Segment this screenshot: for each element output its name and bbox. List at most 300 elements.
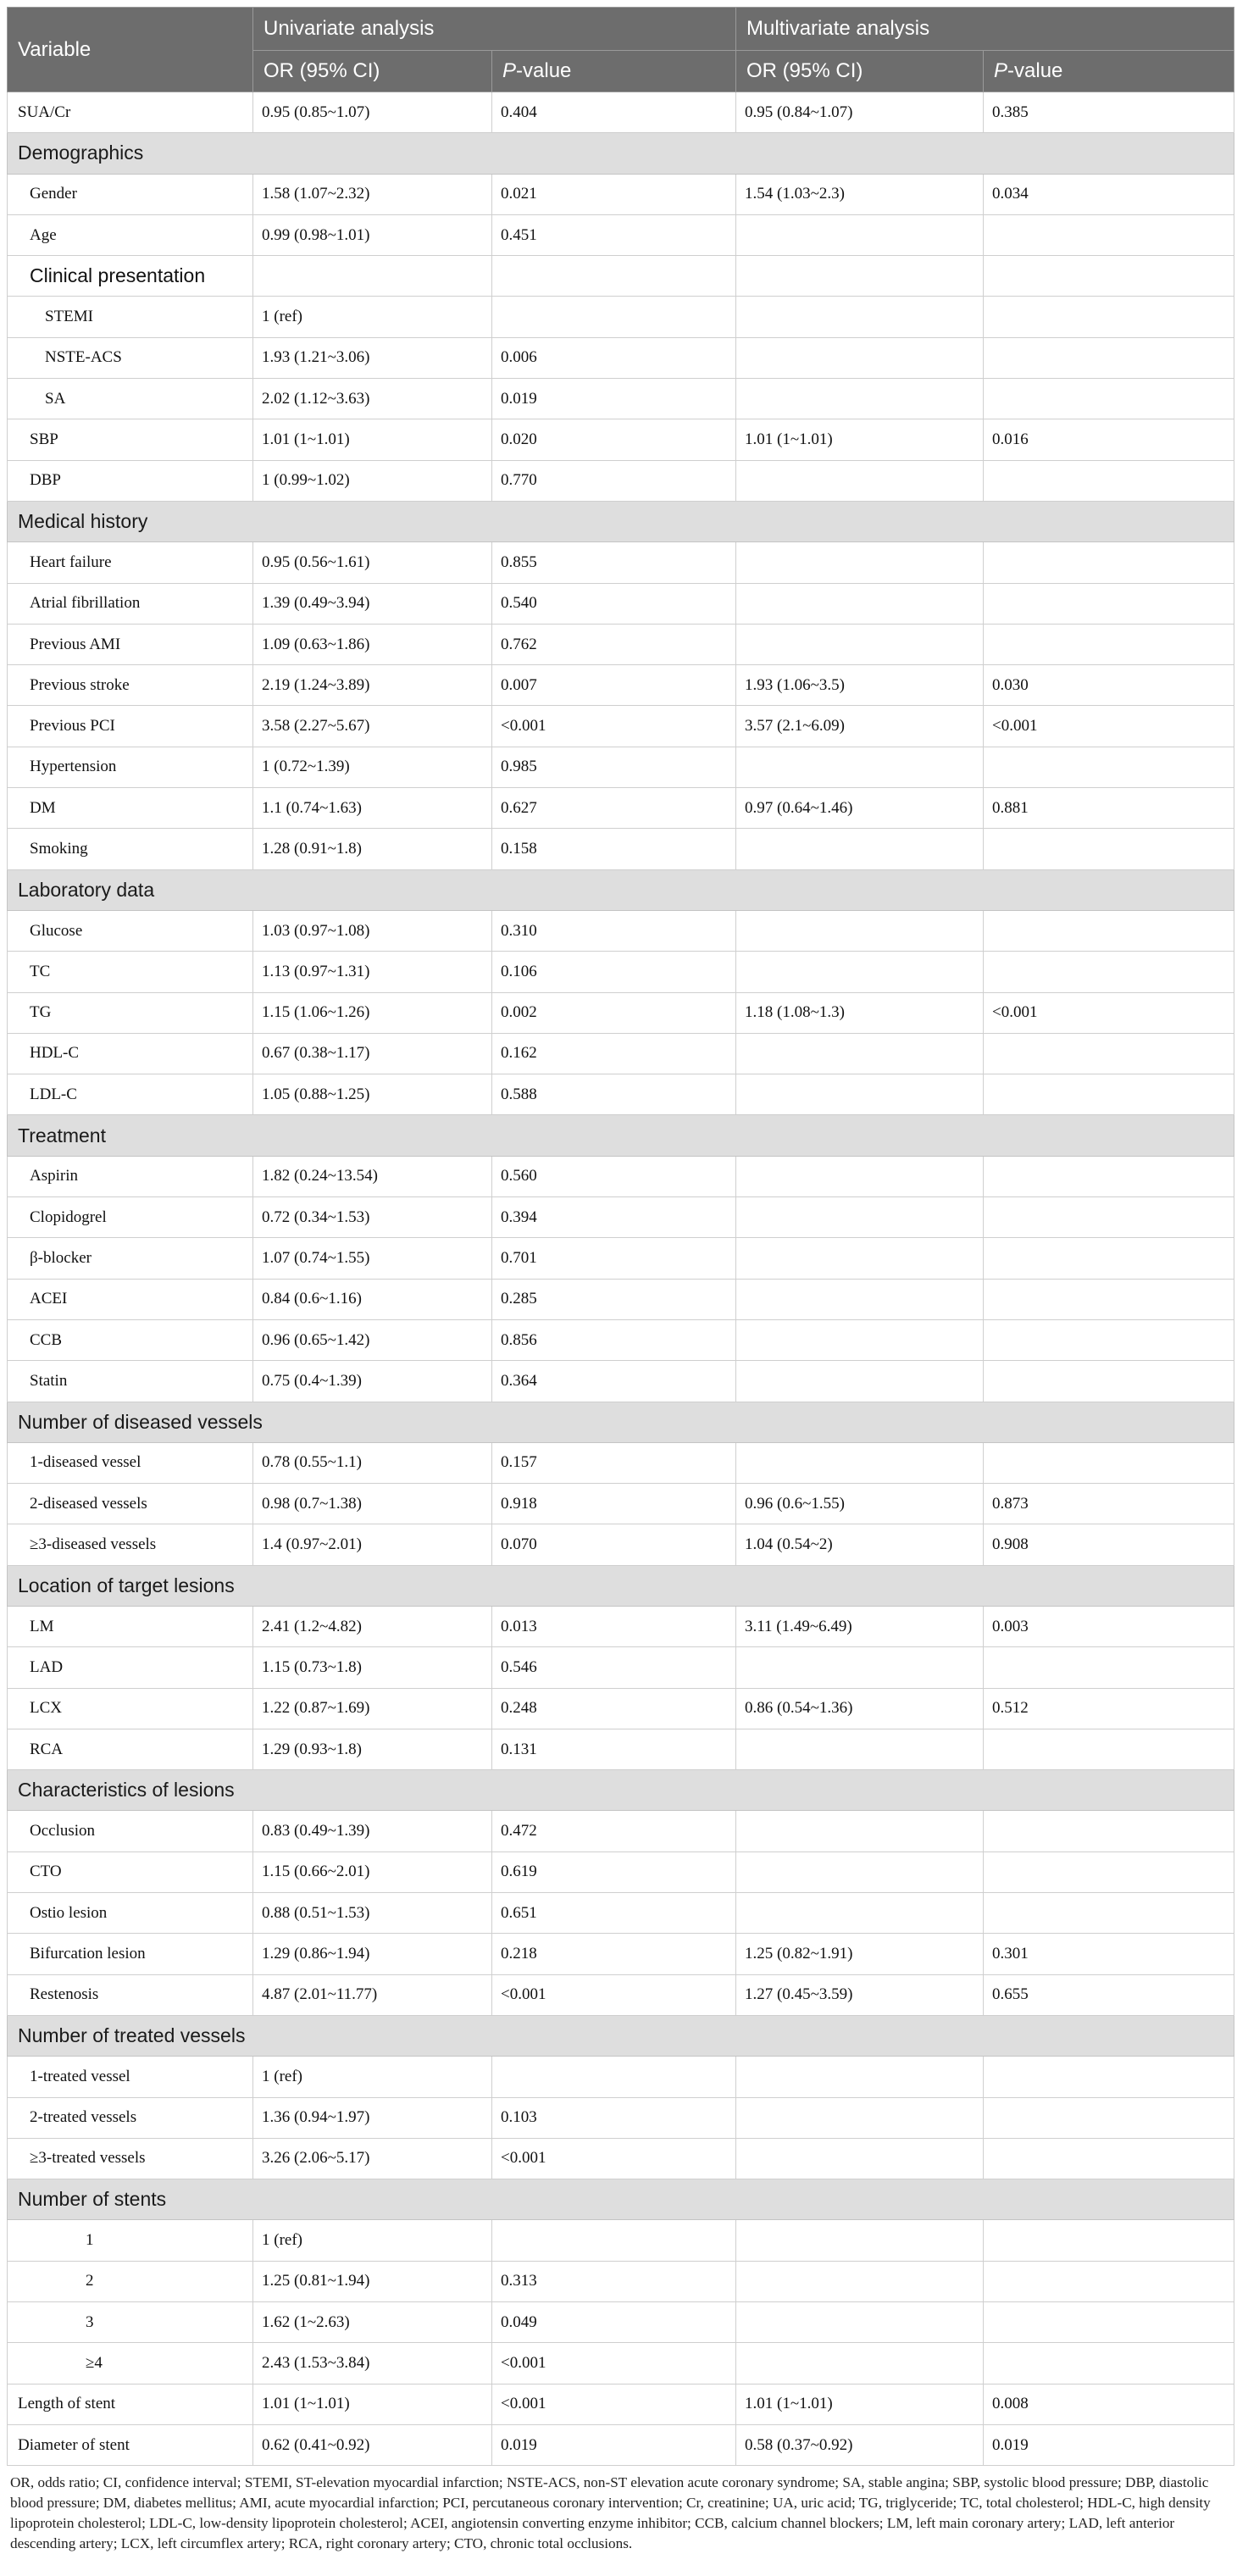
table-row bbox=[8, 1279, 1234, 1319]
multivariate-p-cell: 0.873 bbox=[984, 1484, 1234, 1524]
table-row bbox=[8, 747, 1234, 787]
variable-cell: Statin bbox=[8, 1361, 253, 1402]
variable-cell: SA bbox=[8, 379, 253, 419]
multivariate-p-cell: 0.016 bbox=[984, 419, 1234, 460]
univariate-p-cell: 0.131 bbox=[492, 1729, 736, 1769]
variable-cell: CTO bbox=[8, 1852, 253, 1892]
section-label: Demographics bbox=[8, 133, 1234, 174]
table-row bbox=[8, 214, 1234, 255]
table-footnote: OR, odds ratio; CI, confidence interval; STEMI, ST-elevation myocardial infarction; NSTE-ACS, non-ST elevation acute coronary syndrome; SA, stable angina; SBP, systolic blood pressure; DBP, diastolic blood pressure; DM, diabetes mellitus; AMI, acute myocardial infarction; PCI, percutaneous coronary intervention; Cr, creatinine; UA, uric acid; TG, triglyceride; TC, total cholesterol; HDL-C, high density lipoprotein cholesterol; LDL-C, low-density lipoprotein cholesterol; ACEI, angiotensin converting enzyme inhibitor; CCB, calcium channel blockers; LM, left main coronary artery; LAD, left anterior descending artery; LCX, left circumflex artery; RCA, right coronary artery; CTO, chronic total occlusions. bbox=[10, 2474, 1211, 2552]
table-row bbox=[8, 1319, 1234, 1360]
variable-cell: Ostio lesion bbox=[8, 1893, 253, 1934]
univariate-or-cell: 0.78 (0.55~1.1) bbox=[253, 1442, 492, 1483]
univariate-p-cell: 0.162 bbox=[492, 1033, 736, 1074]
multivariate-p-cell: <0.001 bbox=[984, 992, 1234, 1033]
multivariate-or-cell: 1.25 (0.82~1.91) bbox=[736, 1934, 984, 1974]
table-row bbox=[8, 1361, 1234, 1402]
multivariate-p-cell bbox=[984, 1729, 1234, 1769]
multivariate-p-cell bbox=[984, 2057, 1234, 2097]
table-row bbox=[8, 1074, 1234, 1115]
table-row bbox=[8, 1647, 1234, 1688]
table-header bbox=[8, 8, 1234, 92]
univariate-or-cell: 0.83 (0.49~1.39) bbox=[253, 1811, 492, 1852]
variable-cell: RCA bbox=[8, 1729, 253, 1769]
univariate-p-cell: 0.248 bbox=[492, 1688, 736, 1729]
multivariate-or-cell bbox=[736, 2302, 984, 2343]
table-row bbox=[8, 1033, 1234, 1074]
table-row bbox=[8, 910, 1234, 951]
univariate-p-cell: 0.540 bbox=[492, 583, 736, 624]
p-italic: P bbox=[502, 59, 517, 82]
table-row bbox=[8, 419, 1234, 460]
table-row bbox=[8, 829, 1234, 869]
univariate-p-cell: 0.002 bbox=[492, 992, 736, 1033]
univariate-or-cell: 1.01 (1~1.01) bbox=[253, 419, 492, 460]
section-row bbox=[8, 1770, 1234, 1811]
table-row bbox=[8, 1974, 1234, 2015]
header-univariate: Univariate analysis bbox=[253, 8, 736, 51]
p-suffix: -value bbox=[1007, 59, 1063, 82]
variable-cell: Occlusion bbox=[8, 1811, 253, 1852]
table-row bbox=[8, 1688, 1234, 1729]
variable-cell: LAD bbox=[8, 1647, 253, 1688]
univariate-p-cell: 0.855 bbox=[492, 542, 736, 583]
multivariate-or-cell bbox=[736, 829, 984, 869]
multivariate-or-cell bbox=[736, 460, 984, 501]
multivariate-or-cell: 1.54 (1.03~2.3) bbox=[736, 174, 984, 214]
variable-cell: NSTE-ACS bbox=[8, 337, 253, 378]
multivariate-or-cell bbox=[736, 1811, 984, 1852]
multivariate-or-cell bbox=[736, 1197, 984, 1238]
univariate-p-cell: <0.001 bbox=[492, 2384, 736, 2424]
univariate-or-cell: 1 (0.72~1.39) bbox=[253, 747, 492, 787]
multivariate-p-cell: 0.385 bbox=[984, 92, 1234, 133]
multivariate-or-cell: 0.58 (0.37~0.92) bbox=[736, 2424, 984, 2465]
table-row bbox=[8, 2220, 1234, 2261]
table-row bbox=[8, 1524, 1234, 1565]
multivariate-or-cell bbox=[736, 1361, 984, 1402]
univariate-p-cell: <0.001 bbox=[492, 2343, 736, 2384]
multivariate-or-cell: 1.18 (1.08~1.3) bbox=[736, 992, 984, 1033]
multivariate-p-cell: 0.512 bbox=[984, 1688, 1234, 1729]
table-row bbox=[8, 1811, 1234, 1852]
multivariate-p-cell bbox=[984, 2220, 1234, 2261]
variable-cell: Atrial fibrillation bbox=[8, 583, 253, 624]
multivariate-p-cell bbox=[984, 2261, 1234, 2301]
table-row bbox=[8, 2097, 1234, 2138]
table-row bbox=[8, 2424, 1234, 2465]
subsection-row bbox=[8, 256, 1234, 297]
variable-cell: LDL-C bbox=[8, 1074, 253, 1115]
multivariate-p-cell bbox=[984, 2302, 1234, 2343]
variable-cell: ≥3-diseased vessels bbox=[8, 1524, 253, 1565]
regression-table bbox=[7, 7, 1234, 2466]
table-row bbox=[8, 2261, 1234, 2301]
multivariate-or-cell: 3.11 (1.49~6.49) bbox=[736, 1606, 984, 1646]
univariate-or-cell: 1.25 (0.81~1.94) bbox=[253, 2261, 492, 2301]
multivariate-p-cell bbox=[984, 256, 1234, 297]
multivariate-or-cell: 1.27 (0.45~3.59) bbox=[736, 1974, 984, 2015]
univariate-p-cell: 0.103 bbox=[492, 2097, 736, 2138]
table-row bbox=[8, 174, 1234, 214]
header-univariate-p bbox=[492, 51, 736, 92]
variable-cell: SUA/Cr bbox=[8, 92, 253, 133]
multivariate-p-cell: 0.908 bbox=[984, 1524, 1234, 1565]
variable-cell: LCX bbox=[8, 1688, 253, 1729]
multivariate-or-cell bbox=[736, 256, 984, 297]
variable-cell: SBP bbox=[8, 419, 253, 460]
table-row bbox=[8, 1893, 1234, 1934]
table-row bbox=[8, 2138, 1234, 2179]
multivariate-or-cell bbox=[736, 1442, 984, 1483]
table-row bbox=[8, 542, 1234, 583]
multivariate-p-cell bbox=[984, 1442, 1234, 1483]
variable-cell: CCB bbox=[8, 1319, 253, 1360]
multivariate-or-cell: 0.97 (0.64~1.46) bbox=[736, 788, 984, 829]
univariate-or-cell: 1.4 (0.97~2.01) bbox=[253, 1524, 492, 1565]
univariate-or-cell: 1.58 (1.07~2.32) bbox=[253, 174, 492, 214]
univariate-p-cell bbox=[492, 2057, 736, 2097]
multivariate-or-cell: 0.96 (0.6~1.55) bbox=[736, 1484, 984, 1524]
multivariate-p-cell: 0.301 bbox=[984, 1934, 1234, 1974]
variable-cell: DM bbox=[8, 788, 253, 829]
univariate-p-cell bbox=[492, 297, 736, 337]
variable-cell: 1-treated vessel bbox=[8, 2057, 253, 2097]
variable-cell: Clopidogrel bbox=[8, 1197, 253, 1238]
variable-cell: Previous PCI bbox=[8, 706, 253, 747]
univariate-or-cell: 1.29 (0.86~1.94) bbox=[253, 1934, 492, 1974]
multivariate-or-cell bbox=[736, 214, 984, 255]
table-row bbox=[8, 992, 1234, 1033]
univariate-or-cell: 1 (ref) bbox=[253, 297, 492, 337]
multivariate-p-cell bbox=[984, 747, 1234, 787]
variable-cell: 1-diseased vessel bbox=[8, 1442, 253, 1483]
univariate-or-cell: 0.84 (0.6~1.16) bbox=[253, 1279, 492, 1319]
univariate-p-cell: 0.701 bbox=[492, 1238, 736, 1279]
univariate-or-cell: 0.88 (0.51~1.53) bbox=[253, 1893, 492, 1934]
variable-cell: Clinical presentation bbox=[8, 256, 253, 297]
multivariate-or-cell bbox=[736, 1647, 984, 1688]
variable-cell: Hypertension bbox=[8, 747, 253, 787]
univariate-p-cell: 0.394 bbox=[492, 1197, 736, 1238]
univariate-p-cell bbox=[492, 256, 736, 297]
variable-cell: Aspirin bbox=[8, 1156, 253, 1196]
table-row bbox=[8, 1442, 1234, 1483]
multivariate-or-cell: 1.01 (1~1.01) bbox=[736, 419, 984, 460]
section-row bbox=[8, 133, 1234, 174]
univariate-or-cell: 1.15 (0.66~2.01) bbox=[253, 1852, 492, 1892]
variable-cell: HDL-C bbox=[8, 1033, 253, 1074]
univariate-or-cell: 4.87 (2.01~11.77) bbox=[253, 1974, 492, 2015]
multivariate-p-cell bbox=[984, 2097, 1234, 2138]
univariate-or-cell bbox=[253, 256, 492, 297]
multivariate-or-cell bbox=[736, 1074, 984, 1115]
section-label: Characteristics of lesions bbox=[8, 1770, 1234, 1811]
section-label: Number of treated vessels bbox=[8, 2015, 1234, 2056]
multivariate-or-cell bbox=[736, 379, 984, 419]
multivariate-p-cell: <0.001 bbox=[984, 706, 1234, 747]
section-row bbox=[8, 1115, 1234, 1156]
multivariate-or-cell bbox=[736, 2057, 984, 2097]
table-row bbox=[8, 297, 1234, 337]
multivariate-p-cell bbox=[984, 1197, 1234, 1238]
univariate-or-cell: 0.95 (0.85~1.07) bbox=[253, 92, 492, 133]
univariate-p-cell: <0.001 bbox=[492, 2138, 736, 2179]
section-row bbox=[8, 869, 1234, 910]
section-label: Number of diseased vessels bbox=[8, 1402, 1234, 1442]
multivariate-p-cell bbox=[984, 1647, 1234, 1688]
univariate-p-cell: 0.285 bbox=[492, 1279, 736, 1319]
univariate-or-cell: 1.28 (0.91~1.8) bbox=[253, 829, 492, 869]
multivariate-or-cell bbox=[736, 583, 984, 624]
variable-cell: Restenosis bbox=[8, 1974, 253, 2015]
variable-cell: 2 bbox=[8, 2261, 253, 2301]
multivariate-p-cell bbox=[984, 542, 1234, 583]
table-row bbox=[8, 1606, 1234, 1646]
univariate-p-cell: 0.472 bbox=[492, 1811, 736, 1852]
section-label: Laboratory data bbox=[8, 869, 1234, 910]
multivariate-p-cell bbox=[984, 1811, 1234, 1852]
variable-cell: 2-diseased vessels bbox=[8, 1484, 253, 1524]
section-row bbox=[8, 2015, 1234, 2056]
multivariate-p-cell bbox=[984, 337, 1234, 378]
table-row bbox=[8, 1238, 1234, 1279]
variable-cell: Gender bbox=[8, 174, 253, 214]
multivariate-or-cell bbox=[736, 952, 984, 992]
table-row bbox=[8, 1852, 1234, 1892]
multivariate-or-cell bbox=[736, 1033, 984, 1074]
univariate-p-cell: <0.001 bbox=[492, 706, 736, 747]
univariate-or-cell: 0.67 (0.38~1.17) bbox=[253, 1033, 492, 1074]
univariate-p-cell: 0.546 bbox=[492, 1647, 736, 1688]
univariate-p-cell: 0.020 bbox=[492, 419, 736, 460]
multivariate-or-cell bbox=[736, 1729, 984, 1769]
section-row bbox=[8, 2179, 1234, 2220]
multivariate-p-cell bbox=[984, 1361, 1234, 1402]
univariate-p-cell: 0.106 bbox=[492, 952, 736, 992]
variable-cell: 1 bbox=[8, 2220, 253, 2261]
univariate-p-cell: 0.019 bbox=[492, 2424, 736, 2465]
univariate-or-cell: 2.02 (1.12~3.63) bbox=[253, 379, 492, 419]
multivariate-or-cell bbox=[736, 1156, 984, 1196]
univariate-p-cell: 0.313 bbox=[492, 2261, 736, 2301]
multivariate-p-cell bbox=[984, 1319, 1234, 1360]
section-row bbox=[8, 1402, 1234, 1442]
univariate-or-cell: 0.62 (0.41~0.92) bbox=[253, 2424, 492, 2465]
variable-cell: β-blocker bbox=[8, 1238, 253, 1279]
multivariate-p-cell bbox=[984, 829, 1234, 869]
table-row bbox=[8, 1729, 1234, 1769]
table-row bbox=[8, 2384, 1234, 2424]
table-row bbox=[8, 2057, 1234, 2097]
variable-cell: LM bbox=[8, 1606, 253, 1646]
multivariate-or-cell bbox=[736, 1319, 984, 1360]
multivariate-p-cell: 0.019 bbox=[984, 2424, 1234, 2465]
variable-cell: DBP bbox=[8, 460, 253, 501]
multivariate-p-cell: 0.030 bbox=[984, 665, 1234, 706]
multivariate-or-cell bbox=[736, 910, 984, 951]
variable-cell: Previous stroke bbox=[8, 665, 253, 706]
multivariate-or-cell: 0.86 (0.54~1.36) bbox=[736, 1688, 984, 1729]
univariate-or-cell: 1 (ref) bbox=[253, 2220, 492, 2261]
univariate-or-cell: 1.01 (1~1.01) bbox=[253, 2384, 492, 2424]
multivariate-or-cell bbox=[736, 1893, 984, 1934]
section-label: Number of stents bbox=[8, 2179, 1234, 2220]
table-row bbox=[8, 337, 1234, 378]
table-row bbox=[8, 460, 1234, 501]
univariate-or-cell: 0.99 (0.98~1.01) bbox=[253, 214, 492, 255]
univariate-or-cell: 1.22 (0.87~1.69) bbox=[253, 1688, 492, 1729]
multivariate-or-cell bbox=[736, 2261, 984, 2301]
multivariate-or-cell bbox=[736, 297, 984, 337]
multivariate-or-cell bbox=[736, 1852, 984, 1892]
table-row bbox=[8, 2302, 1234, 2343]
univariate-p-cell: 0.019 bbox=[492, 379, 736, 419]
table-row bbox=[8, 952, 1234, 992]
univariate-or-cell: 0.95 (0.56~1.61) bbox=[253, 542, 492, 583]
table-row bbox=[8, 788, 1234, 829]
univariate-p-cell: 0.013 bbox=[492, 1606, 736, 1646]
table-body bbox=[8, 92, 1234, 2466]
table-row bbox=[8, 1197, 1234, 1238]
multivariate-or-cell bbox=[736, 2343, 984, 2384]
multivariate-or-cell bbox=[736, 337, 984, 378]
univariate-or-cell: 0.98 (0.7~1.38) bbox=[253, 1484, 492, 1524]
univariate-p-cell: 0.918 bbox=[492, 1484, 736, 1524]
univariate-p-cell: 0.021 bbox=[492, 174, 736, 214]
table-row bbox=[8, 92, 1234, 133]
univariate-or-cell: 3.26 (2.06~5.17) bbox=[253, 2138, 492, 2179]
multivariate-p-cell bbox=[984, 624, 1234, 664]
multivariate-or-cell: 1.01 (1~1.01) bbox=[736, 2384, 984, 2424]
multivariate-p-cell bbox=[984, 460, 1234, 501]
multivariate-p-cell bbox=[984, 214, 1234, 255]
table-row bbox=[8, 665, 1234, 706]
variable-cell: Smoking bbox=[8, 829, 253, 869]
univariate-or-cell: 1.39 (0.49~3.94) bbox=[253, 583, 492, 624]
variable-cell: Length of stent bbox=[8, 2384, 253, 2424]
multivariate-p-cell bbox=[984, 1893, 1234, 1934]
multivariate-p-cell bbox=[984, 583, 1234, 624]
header-multivariate-p bbox=[984, 51, 1234, 92]
multivariate-p-cell: 0.008 bbox=[984, 2384, 1234, 2424]
section-label: Location of target lesions bbox=[8, 1565, 1234, 1606]
table-row bbox=[8, 706, 1234, 747]
univariate-or-cell: 1.15 (1.06~1.26) bbox=[253, 992, 492, 1033]
univariate-p-cell: 0.651 bbox=[492, 1893, 736, 1934]
univariate-p-cell: 0.856 bbox=[492, 1319, 736, 1360]
variable-cell: Heart failure bbox=[8, 542, 253, 583]
multivariate-or-cell bbox=[736, 2138, 984, 2179]
multivariate-or-cell bbox=[736, 542, 984, 583]
univariate-or-cell: 3.58 (2.27~5.67) bbox=[253, 706, 492, 747]
multivariate-or-cell bbox=[736, 1238, 984, 1279]
variable-cell: TC bbox=[8, 952, 253, 992]
variable-cell: ≥3-treated vessels bbox=[8, 2138, 253, 2179]
variable-cell: ACEI bbox=[8, 1279, 253, 1319]
variable-cell: Bifurcation lesion bbox=[8, 1934, 253, 1974]
univariate-p-cell: 0.627 bbox=[492, 788, 736, 829]
univariate-or-cell: 2.43 (1.53~3.84) bbox=[253, 2343, 492, 2384]
univariate-or-cell: 1.13 (0.97~1.31) bbox=[253, 952, 492, 992]
variable-cell: Diameter of stent bbox=[8, 2424, 253, 2465]
multivariate-or-cell bbox=[736, 747, 984, 787]
multivariate-or-cell: 1.04 (0.54~2) bbox=[736, 1524, 984, 1565]
multivariate-p-cell bbox=[984, 2343, 1234, 2384]
univariate-p-cell: 0.619 bbox=[492, 1852, 736, 1892]
multivariate-p-cell bbox=[984, 1033, 1234, 1074]
multivariate-p-cell: 0.003 bbox=[984, 1606, 1234, 1646]
multivariate-p-cell bbox=[984, 952, 1234, 992]
header-variable: Variable bbox=[8, 8, 253, 92]
univariate-or-cell: 1 (0.99~1.02) bbox=[253, 460, 492, 501]
univariate-or-cell: 1.15 (0.73~1.8) bbox=[253, 1647, 492, 1688]
multivariate-p-cell bbox=[984, 1852, 1234, 1892]
univariate-p-cell: 0.007 bbox=[492, 665, 736, 706]
univariate-p-cell: 0.451 bbox=[492, 214, 736, 255]
variable-cell: Age bbox=[8, 214, 253, 255]
multivariate-p-cell bbox=[984, 379, 1234, 419]
section-label: Treatment bbox=[8, 1115, 1234, 1156]
univariate-p-cell: 0.770 bbox=[492, 460, 736, 501]
univariate-or-cell: 1.03 (0.97~1.08) bbox=[253, 910, 492, 951]
univariate-or-cell: 0.75 (0.4~1.39) bbox=[253, 1361, 492, 1402]
header-multivariate-or: OR (95% CI) bbox=[736, 51, 984, 92]
univariate-or-cell: 1.29 (0.93~1.8) bbox=[253, 1729, 492, 1769]
univariate-or-cell: 0.72 (0.34~1.53) bbox=[253, 1197, 492, 1238]
variable-cell: STEMI bbox=[8, 297, 253, 337]
multivariate-p-cell bbox=[984, 2138, 1234, 2179]
multivariate-p-cell bbox=[984, 1238, 1234, 1279]
table-row bbox=[8, 624, 1234, 664]
univariate-or-cell: 2.19 (1.24~3.89) bbox=[253, 665, 492, 706]
multivariate-p-cell bbox=[984, 910, 1234, 951]
multivariate-p-cell: 0.034 bbox=[984, 174, 1234, 214]
section-row bbox=[8, 1565, 1234, 1606]
univariate-p-cell: 0.364 bbox=[492, 1361, 736, 1402]
variable-cell: 2-treated vessels bbox=[8, 2097, 253, 2138]
variable-cell: Previous AMI bbox=[8, 624, 253, 664]
univariate-or-cell: 1.09 (0.63~1.86) bbox=[253, 624, 492, 664]
header-univariate-or: OR (95% CI) bbox=[253, 51, 492, 92]
multivariate-or-cell bbox=[736, 2220, 984, 2261]
univariate-p-cell: 0.158 bbox=[492, 829, 736, 869]
univariate-p-cell: 0.588 bbox=[492, 1074, 736, 1115]
table-row bbox=[8, 1934, 1234, 1974]
univariate-or-cell: 1.93 (1.21~3.06) bbox=[253, 337, 492, 378]
univariate-or-cell: 1.07 (0.74~1.55) bbox=[253, 1238, 492, 1279]
table-row bbox=[8, 1484, 1234, 1524]
p-italic: P bbox=[994, 59, 1008, 82]
multivariate-p-cell bbox=[984, 1156, 1234, 1196]
section-row bbox=[8, 501, 1234, 541]
variable-cell: Glucose bbox=[8, 910, 253, 951]
table-page bbox=[7, 7, 1234, 2554]
univariate-p-cell: 0.985 bbox=[492, 747, 736, 787]
variable-cell: TG bbox=[8, 992, 253, 1033]
univariate-p-cell bbox=[492, 2220, 736, 2261]
univariate-or-cell: 1 (ref) bbox=[253, 2057, 492, 2097]
univariate-or-cell: 1.36 (0.94~1.97) bbox=[253, 2097, 492, 2138]
table-row bbox=[8, 1156, 1234, 1196]
univariate-p-cell: 0.218 bbox=[492, 1934, 736, 1974]
multivariate-or-cell bbox=[736, 1279, 984, 1319]
table-row bbox=[8, 2343, 1234, 2384]
univariate-or-cell: 1.82 (0.24~13.54) bbox=[253, 1156, 492, 1196]
variable-cell: 3 bbox=[8, 2302, 253, 2343]
multivariate-or-cell bbox=[736, 624, 984, 664]
multivariate-or-cell: 3.57 (2.1~6.09) bbox=[736, 706, 984, 747]
